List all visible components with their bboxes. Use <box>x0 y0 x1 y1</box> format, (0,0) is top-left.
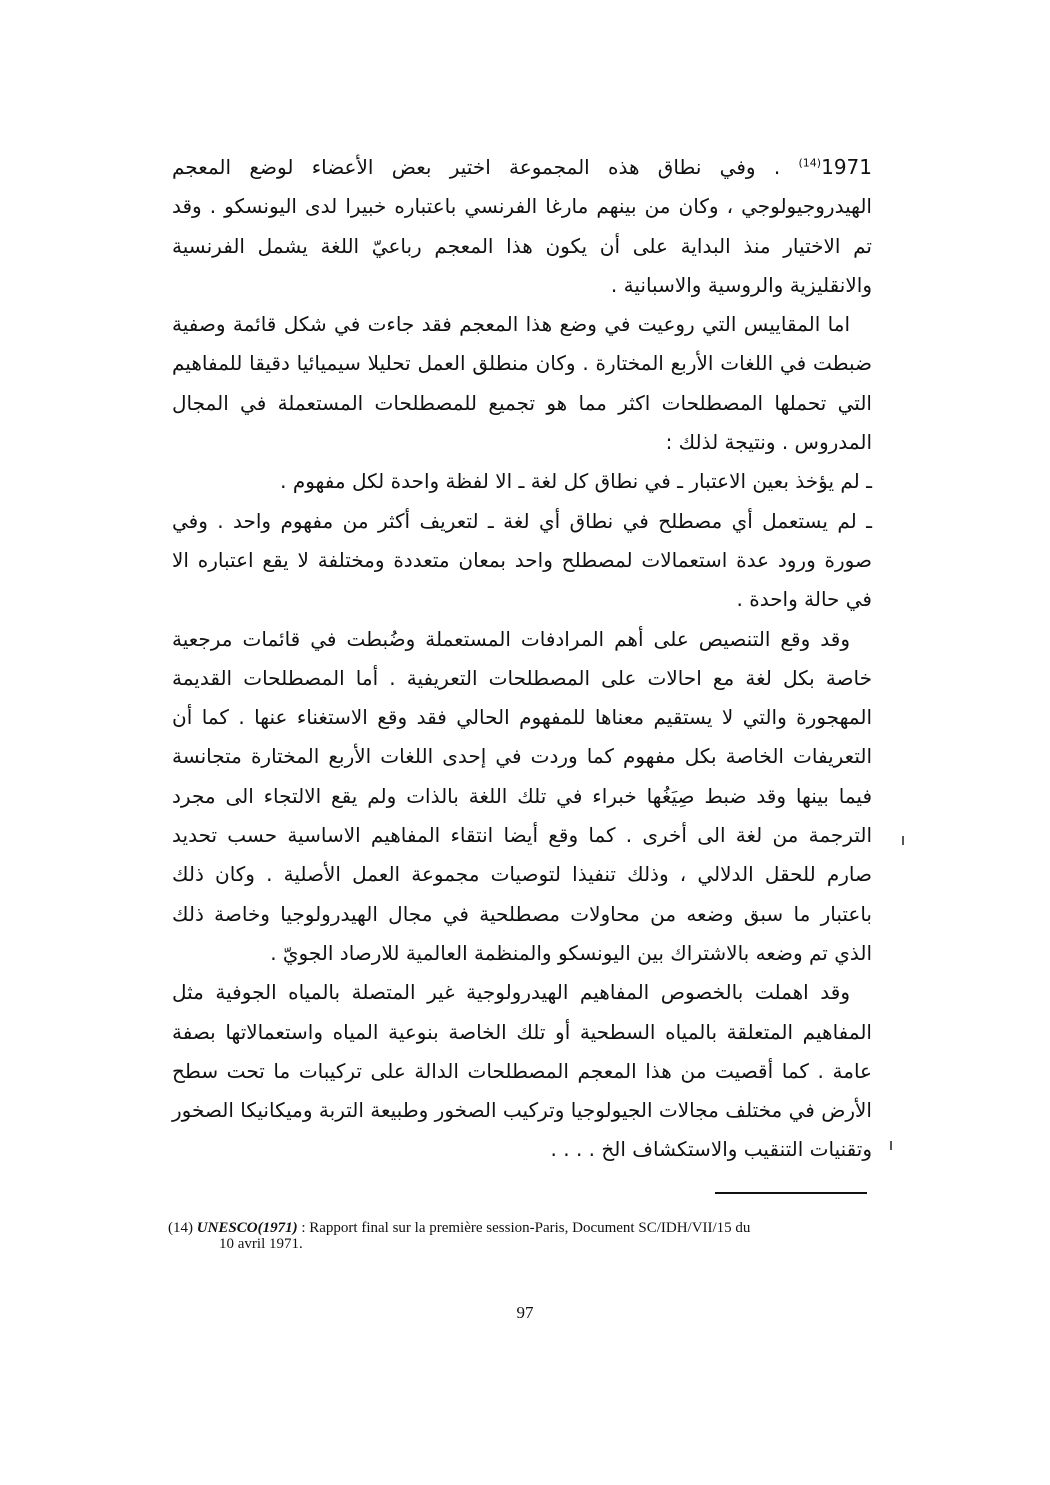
paragraph-1 <box>172 148 872 305</box>
footnote-source: UNESCO(1971) <box>196 1220 298 1236</box>
footnote-text-line1: : Rapport final sur la première session-Paris, Document SC/IDH/VII/15 du <box>301 1220 751 1236</box>
footnote-divider <box>715 1192 867 1194</box>
footnote <box>168 1220 873 1252</box>
year-1971: 1971 <box>821 155 872 179</box>
body-text <box>172 148 872 1170</box>
paragraph-1-text: . وفي نطاق هذه المجموعة اختير بعض الأعضاء لوضع المعجم الهيدروجيولوجي ، وكان من بينهم مارغا الفرنسي باعتباره خبيرا لدى اليونسكو . وقد تم الاختيار منذ البداية على أن يكون هذا المعجم رباعيّ اللغة يشمل الفرنسية والانقليزية والروسية والاسبانية . <box>172 155 872 297</box>
paragraph-2: اما المقاييس التي روعيت في وضع هذا المعجم فقد جاءت في شكل قائمة وصفية ضبطت في اللغات الأربع المختارة . وكان منطلق العمل تحليلا سيميائيا دقيقا للمفاهيم التي تحملها المصطلحات اكثر مما هو تجميع للمصطلحات المستعملة في المجال المدروس . ونتيجة لذلك : <box>172 312 872 455</box>
list-item-2: ـ لم يستعمل أي مصطلح في نطاق أي لغة ـ لتعريف أكثر من مفهوم واحد . وفي صورة ورود عدة استعمالات لمصطلح واحد بمعان متعددة ومختلفة لا يقع اعتباره الا في حالة واحدة . <box>172 508 872 612</box>
footnote-number: (14) <box>168 1220 193 1236</box>
page-number: 97 <box>516 1303 534 1322</box>
paragraph-4: وقد اهملت بالخصوص المفاهيم الهيدرولوجية غير المتصلة بالمياه الجوفية مثل المفاهيم المتعلقة بالمياه السطحية أو تلك الخاصة بنوعية المياه واستعمالاتها بصفة عامة . كما أقصيت من هذا المعجم المصطلحات الدالة على تركيبات ما تحت سطح الأرض في مختلف مجالات الجيولوجيا وتركيب الصخور وطبيعة التربة وميكانيكا الصخور وتقنيات التنقيب والاستكشاف الخ . . . . <box>172 980 872 1162</box>
margin-mark <box>890 1141 892 1150</box>
footnote-text-line2: 10 avril 1971. <box>219 1236 303 1252</box>
paragraph-3: وقد وقع التنصيص على أهم المرادفات المستعملة وضُبطت في قائمات مرجعية خاصة بكل لغة مع احالات على المصطلحات التعريفية . أما المصطلحات القديمة المهجورة والتي لا يستقيم معناها للمفهوم الحالي فقد وقع الاستغناء عنها . كما أن التعريفات الخاصة بكل مفهوم كما وردت في إحدى اللغات الأربع المختارة متجانسة فيما بينها وقد ضبط صِيَغُها خبراء في تلك اللغة بالذات ولم يقع الالتجاء الى مجرد الترجمة من لغة الى أخرى . كما وقع أيضا انتقاء المفاهيم الاساسية حسب تحديد صارم للحقل الدلالي ، وذلك تنفيذا لتوصيات مجموعة العمل الأصلية . وكان ذلك باعتبار ما سبق وضعه من محاولات مصطلحية في مجال الهيدرولوجيا وخاصة ذلك الذي تم وضعه بالاشتراك بين اليونسكو والمنظمة العالمية للارصاد الجويّ . <box>172 626 872 965</box>
margin-mark <box>902 836 904 845</box>
footnote-reference: (14) <box>798 156 822 170</box>
list-item-1: ـ لم يؤخذ بعين الاعتبار ـ في نطاق كل لغة ـ الا لفظة واحدة لكل مفهوم . <box>280 469 872 494</box>
